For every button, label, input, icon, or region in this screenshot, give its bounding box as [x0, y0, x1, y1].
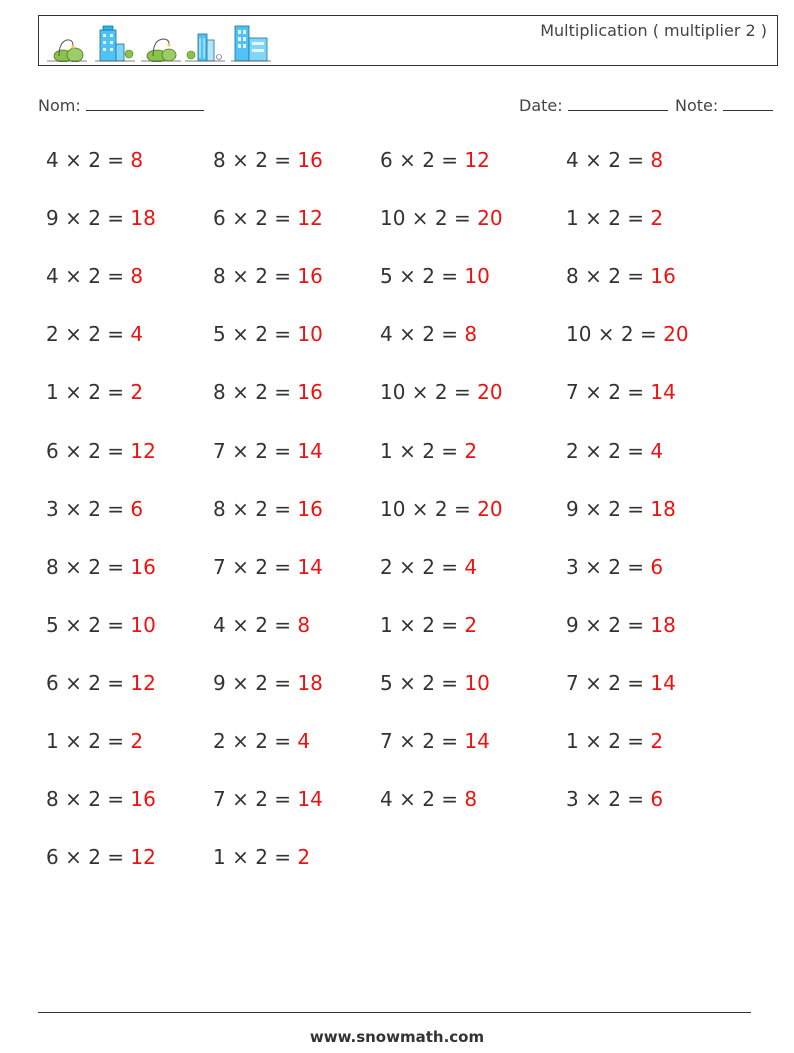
- building-icon: [231, 26, 271, 61]
- problem-answer: 6: [650, 554, 664, 579]
- problem-question: 3 × 2 =: [566, 554, 645, 579]
- problem-question: 8 × 2 =: [46, 787, 125, 812]
- problem-question: 1 × 2 =: [380, 438, 459, 463]
- footer-url: www.snowmath.com: [309, 1028, 485, 1046]
- problem-item: [46, 206, 156, 230]
- problem-item: [380, 787, 477, 811]
- problem-answer: 4: [297, 729, 311, 753]
- problem-item: [213, 439, 323, 463]
- building-icon: [185, 34, 225, 61]
- problem-item: [213, 671, 323, 695]
- problem-item: [213, 206, 323, 230]
- problem-item: [566, 497, 676, 521]
- problem-item: [46, 729, 143, 753]
- problem-item: [566, 264, 676, 288]
- problem-item: [566, 206, 663, 230]
- problem-question: 3 × 2 =: [46, 496, 125, 521]
- problem-item: [566, 671, 676, 695]
- date-line[interactable]: [568, 94, 668, 111]
- problem-question: 2 × 2 =: [46, 322, 125, 347]
- park-icon: [141, 39, 181, 62]
- problem-answer: 10: [464, 670, 490, 695]
- problem-item: [566, 380, 676, 404]
- problem-answer: 20: [477, 206, 503, 231]
- problem-answer: 20: [663, 322, 689, 347]
- problem-answer: 14: [297, 438, 323, 463]
- problem-answer: 20: [477, 380, 503, 405]
- problem-item: [380, 380, 503, 404]
- problem-question: 10 × 2 =: [380, 496, 471, 521]
- problem-answer: 2: [464, 438, 478, 463]
- problem-answer: 20: [477, 496, 503, 521]
- problem-item: [213, 555, 323, 579]
- problem-question: 10 × 2 =: [380, 206, 471, 231]
- problem-item: [380, 613, 477, 637]
- problem-question: 4 × 2 =: [380, 787, 459, 812]
- grade-line[interactable]: [723, 94, 773, 111]
- problem-item: [380, 555, 477, 579]
- problem-question: 5 × 2 =: [380, 670, 459, 695]
- problem-answer: 8: [130, 148, 144, 172]
- problem-question: 2 × 2 =: [213, 729, 292, 753]
- problem-answer: 16: [297, 496, 323, 521]
- problem-item: [46, 613, 156, 637]
- problem-question: 7 × 2 =: [380, 729, 459, 753]
- problem-item: [213, 264, 323, 288]
- problem-item: [380, 206, 503, 230]
- problem-question: 4 × 2 =: [213, 612, 292, 637]
- problem-answer: 14: [297, 554, 323, 579]
- problem-question: 7 × 2 =: [213, 787, 292, 812]
- problem-answer: 2: [650, 729, 664, 753]
- problem-answer: 8: [464, 322, 478, 347]
- city-illustration-icon: [45, 22, 275, 62]
- problem-answer: 10: [464, 264, 490, 289]
- problem-answer: 12: [130, 438, 156, 463]
- problem-question: 10 × 2 =: [380, 380, 471, 405]
- problem-question: 8 × 2 =: [213, 380, 292, 405]
- problem-question: 9 × 2 =: [46, 206, 125, 231]
- problem-answer: 16: [130, 554, 156, 579]
- problem-answer: 18: [297, 670, 323, 695]
- problem-item: [213, 845, 310, 869]
- problem-question: 2 × 2 =: [566, 438, 645, 463]
- grade-field: [675, 94, 773, 115]
- problem-item: [46, 148, 143, 172]
- problem-answer: 8: [297, 612, 311, 637]
- problem-question: 6 × 2 =: [213, 206, 292, 231]
- problem-item: [46, 322, 143, 346]
- problem-question: 9 × 2 =: [213, 670, 292, 695]
- problem-item: [566, 322, 689, 346]
- problem-item: [46, 787, 156, 811]
- problem-question: 8 × 2 =: [46, 554, 125, 579]
- problem-answer: 18: [130, 206, 156, 231]
- problem-item: [380, 729, 490, 753]
- problem-answer: 4: [650, 438, 664, 463]
- problem-question: 7 × 2 =: [566, 670, 645, 695]
- problem-question: 8 × 2 =: [213, 496, 292, 521]
- problem-answer: 8: [464, 787, 478, 812]
- problem-answer: 12: [464, 148, 490, 172]
- problem-answer: 14: [650, 670, 676, 695]
- footer-divider: [38, 1012, 751, 1013]
- problem-question: 5 × 2 =: [213, 322, 292, 347]
- problem-question: 10 × 2 =: [566, 322, 657, 347]
- problem-question: 6 × 2 =: [380, 148, 459, 172]
- problem-answer: 14: [297, 787, 323, 812]
- problem-answer: 16: [650, 264, 676, 289]
- problem-item: [46, 555, 156, 579]
- problem-item: [566, 148, 663, 172]
- worksheet-title: Multiplication ( multiplier 2 ): [540, 21, 767, 40]
- problem-question: 4 × 2 =: [380, 322, 459, 347]
- problem-question: 4 × 2 =: [566, 148, 645, 172]
- problem-item: [566, 439, 663, 463]
- building-icon: [95, 26, 135, 61]
- header-box: [38, 15, 778, 66]
- problem-question: 8 × 2 =: [213, 264, 292, 289]
- problem-answer: 4: [464, 554, 478, 579]
- problem-answer: 2: [464, 612, 478, 637]
- problem-item: [213, 787, 323, 811]
- problem-item: [213, 613, 310, 637]
- problem-answer: 16: [297, 148, 323, 172]
- problem-item: [46, 845, 156, 869]
- problem-item: [46, 671, 156, 695]
- problem-question: 7 × 2 =: [566, 380, 645, 405]
- date-field: [519, 94, 668, 115]
- problem-answer: 12: [297, 206, 323, 231]
- name-field: [38, 94, 204, 115]
- problem-answer: 2: [297, 845, 311, 870]
- problem-question: 2 × 2 =: [380, 554, 459, 579]
- problem-answer: 2: [130, 380, 144, 405]
- problem-item: [566, 729, 663, 753]
- problem-question: 1 × 2 =: [46, 729, 125, 753]
- problem-answer: 6: [650, 787, 664, 812]
- problem-answer: 14: [464, 729, 490, 753]
- problem-answer: 14: [650, 380, 676, 405]
- problem-item: [380, 439, 477, 463]
- problem-answer: 16: [297, 264, 323, 289]
- problem-answer: 16: [130, 787, 156, 812]
- problem-item: [380, 671, 490, 695]
- problem-question: 5 × 2 =: [46, 612, 125, 637]
- date-label: Date:: [519, 96, 563, 115]
- problem-item: [213, 148, 323, 172]
- problem-item: [213, 729, 310, 753]
- problem-question: 6 × 2 =: [46, 438, 125, 463]
- problem-question: 4 × 2 =: [46, 148, 125, 172]
- problem-answer: 12: [130, 670, 156, 695]
- problem-question: 7 × 2 =: [213, 554, 292, 579]
- problem-answer: 18: [650, 496, 676, 521]
- problem-question: 4 × 2 =: [46, 264, 125, 289]
- problem-question: 6 × 2 =: [46, 670, 125, 695]
- problem-answer: 4: [130, 322, 144, 347]
- problem-item: [566, 555, 663, 579]
- problem-question: 9 × 2 =: [566, 496, 645, 521]
- problem-item: [46, 497, 143, 521]
- problem-answer: 16: [297, 380, 323, 405]
- problem-item: [380, 264, 490, 288]
- problem-item: [46, 439, 156, 463]
- problem-item: [213, 322, 323, 346]
- problem-question: 3 × 2 =: [566, 787, 645, 812]
- problem-question: 5 × 2 =: [380, 264, 459, 289]
- problem-answer: 10: [130, 612, 156, 637]
- problem-item: [46, 380, 143, 404]
- problem-answer: 12: [130, 845, 156, 870]
- problem-question: 1 × 2 =: [380, 612, 459, 637]
- problem-answer: 18: [650, 612, 676, 637]
- problem-answer: 8: [650, 148, 664, 172]
- problem-item: [380, 148, 490, 172]
- grade-label: Note:: [675, 96, 719, 115]
- problem-item: [213, 497, 323, 521]
- problem-question: 1 × 2 =: [566, 206, 645, 231]
- problem-question: 9 × 2 =: [566, 612, 645, 637]
- problem-question: 1 × 2 =: [213, 845, 292, 870]
- problem-question: 8 × 2 =: [213, 148, 292, 172]
- park-icon: [47, 40, 87, 62]
- problem-question: 1 × 2 =: [46, 380, 125, 405]
- problem-item: [380, 497, 503, 521]
- problem-answer: 2: [130, 729, 144, 753]
- problem-answer: 10: [297, 322, 323, 347]
- problem-item: [380, 322, 477, 346]
- name-line[interactable]: [86, 94, 204, 111]
- problem-answer: 2: [650, 206, 664, 231]
- name-label: Nom:: [38, 96, 81, 115]
- problem-item: [566, 613, 676, 637]
- problem-item: [566, 787, 663, 811]
- problem-item: [46, 264, 143, 288]
- problem-question: 6 × 2 =: [46, 845, 125, 870]
- problem-question: 8 × 2 =: [566, 264, 645, 289]
- problem-answer: 6: [130, 496, 144, 521]
- problem-question: 1 × 2 =: [566, 729, 645, 753]
- problem-question: 7 × 2 =: [213, 438, 292, 463]
- problem-item: [213, 380, 323, 404]
- problem-answer: 8: [130, 264, 144, 289]
